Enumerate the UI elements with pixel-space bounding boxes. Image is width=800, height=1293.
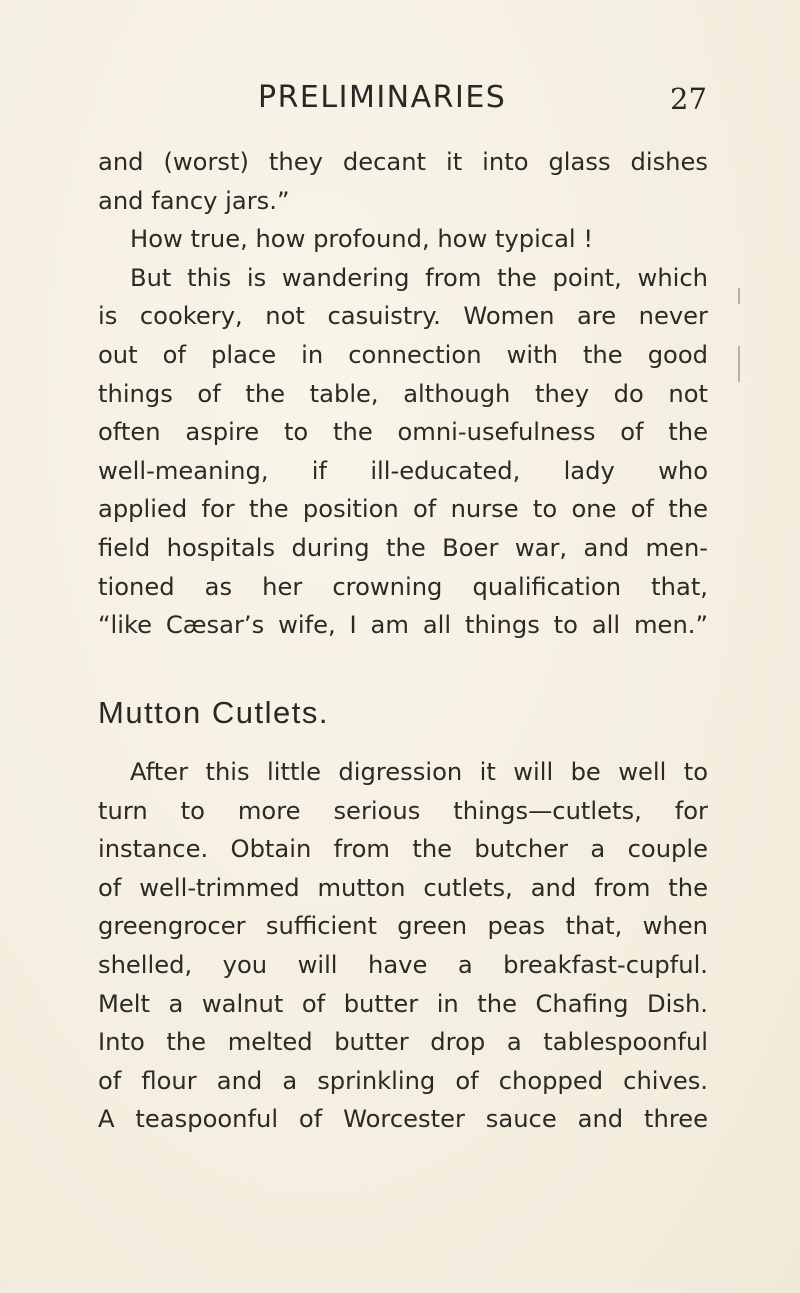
text-line: How true, how profound, how typical ! — [130, 225, 594, 254]
section-heading: Mutton Cutlets. — [98, 695, 329, 730]
text-line: After this little digression it will be well to — [130, 758, 708, 786]
paragraph-block-recipe — [98, 753, 708, 1139]
text-line: applied for the position of nurse to one of the — [98, 495, 708, 524]
margin-mark — [738, 288, 740, 304]
text-line: of flour and a sprinkling of chopped chives. — [98, 1066, 708, 1095]
text-line: Melt a walnut of butter in the Chafing Dish. — [98, 989, 708, 1018]
text-line: tioned as her crowning qualification that, — [98, 572, 708, 601]
text-line: of well-trimmed mutton cutlets, and from the — [98, 873, 708, 902]
text-line: often aspire to the omni-usefulness of the — [98, 418, 708, 447]
text-line: and (worst) they decant it into glass dishes — [98, 148, 708, 176]
margin-mark — [738, 346, 740, 382]
text-line: is cookery, not casuistry. Women are never — [98, 302, 708, 331]
text-line: things of the table, although they do not — [98, 379, 708, 408]
text-line: well-meaning, if ill-educated, lady who — [98, 456, 708, 485]
page-number: 27 — [670, 82, 707, 116]
text-line: turn to more serious things—cutlets, for — [98, 796, 708, 825]
page-header — [0, 80, 800, 124]
text-line: greengrocer sufficient green peas that, when — [98, 912, 708, 941]
text-line: “like Cæsar’s wife, I am all things to all men.” — [98, 611, 708, 640]
text-line: A teaspoonful of Worcester sauce and three — [98, 1105, 708, 1134]
text-line: instance. Obtain from the butcher a couple — [98, 835, 708, 864]
text-line: field hospitals during the Boer war, and men- — [98, 533, 708, 562]
text-line: But this is wandering from the point, which — [130, 263, 708, 292]
text-line: Into the melted butter drop a tablespoonful — [98, 1028, 708, 1057]
text-line: shelled, you will have a breakfast-cupful. — [98, 950, 708, 979]
text-line: out of place in connection with the good — [98, 340, 708, 369]
running-head: PRELIMINARIES — [258, 80, 507, 115]
paragraph-block-continuation — [98, 143, 708, 645]
text-line: and fancy jars.” — [98, 186, 290, 215]
